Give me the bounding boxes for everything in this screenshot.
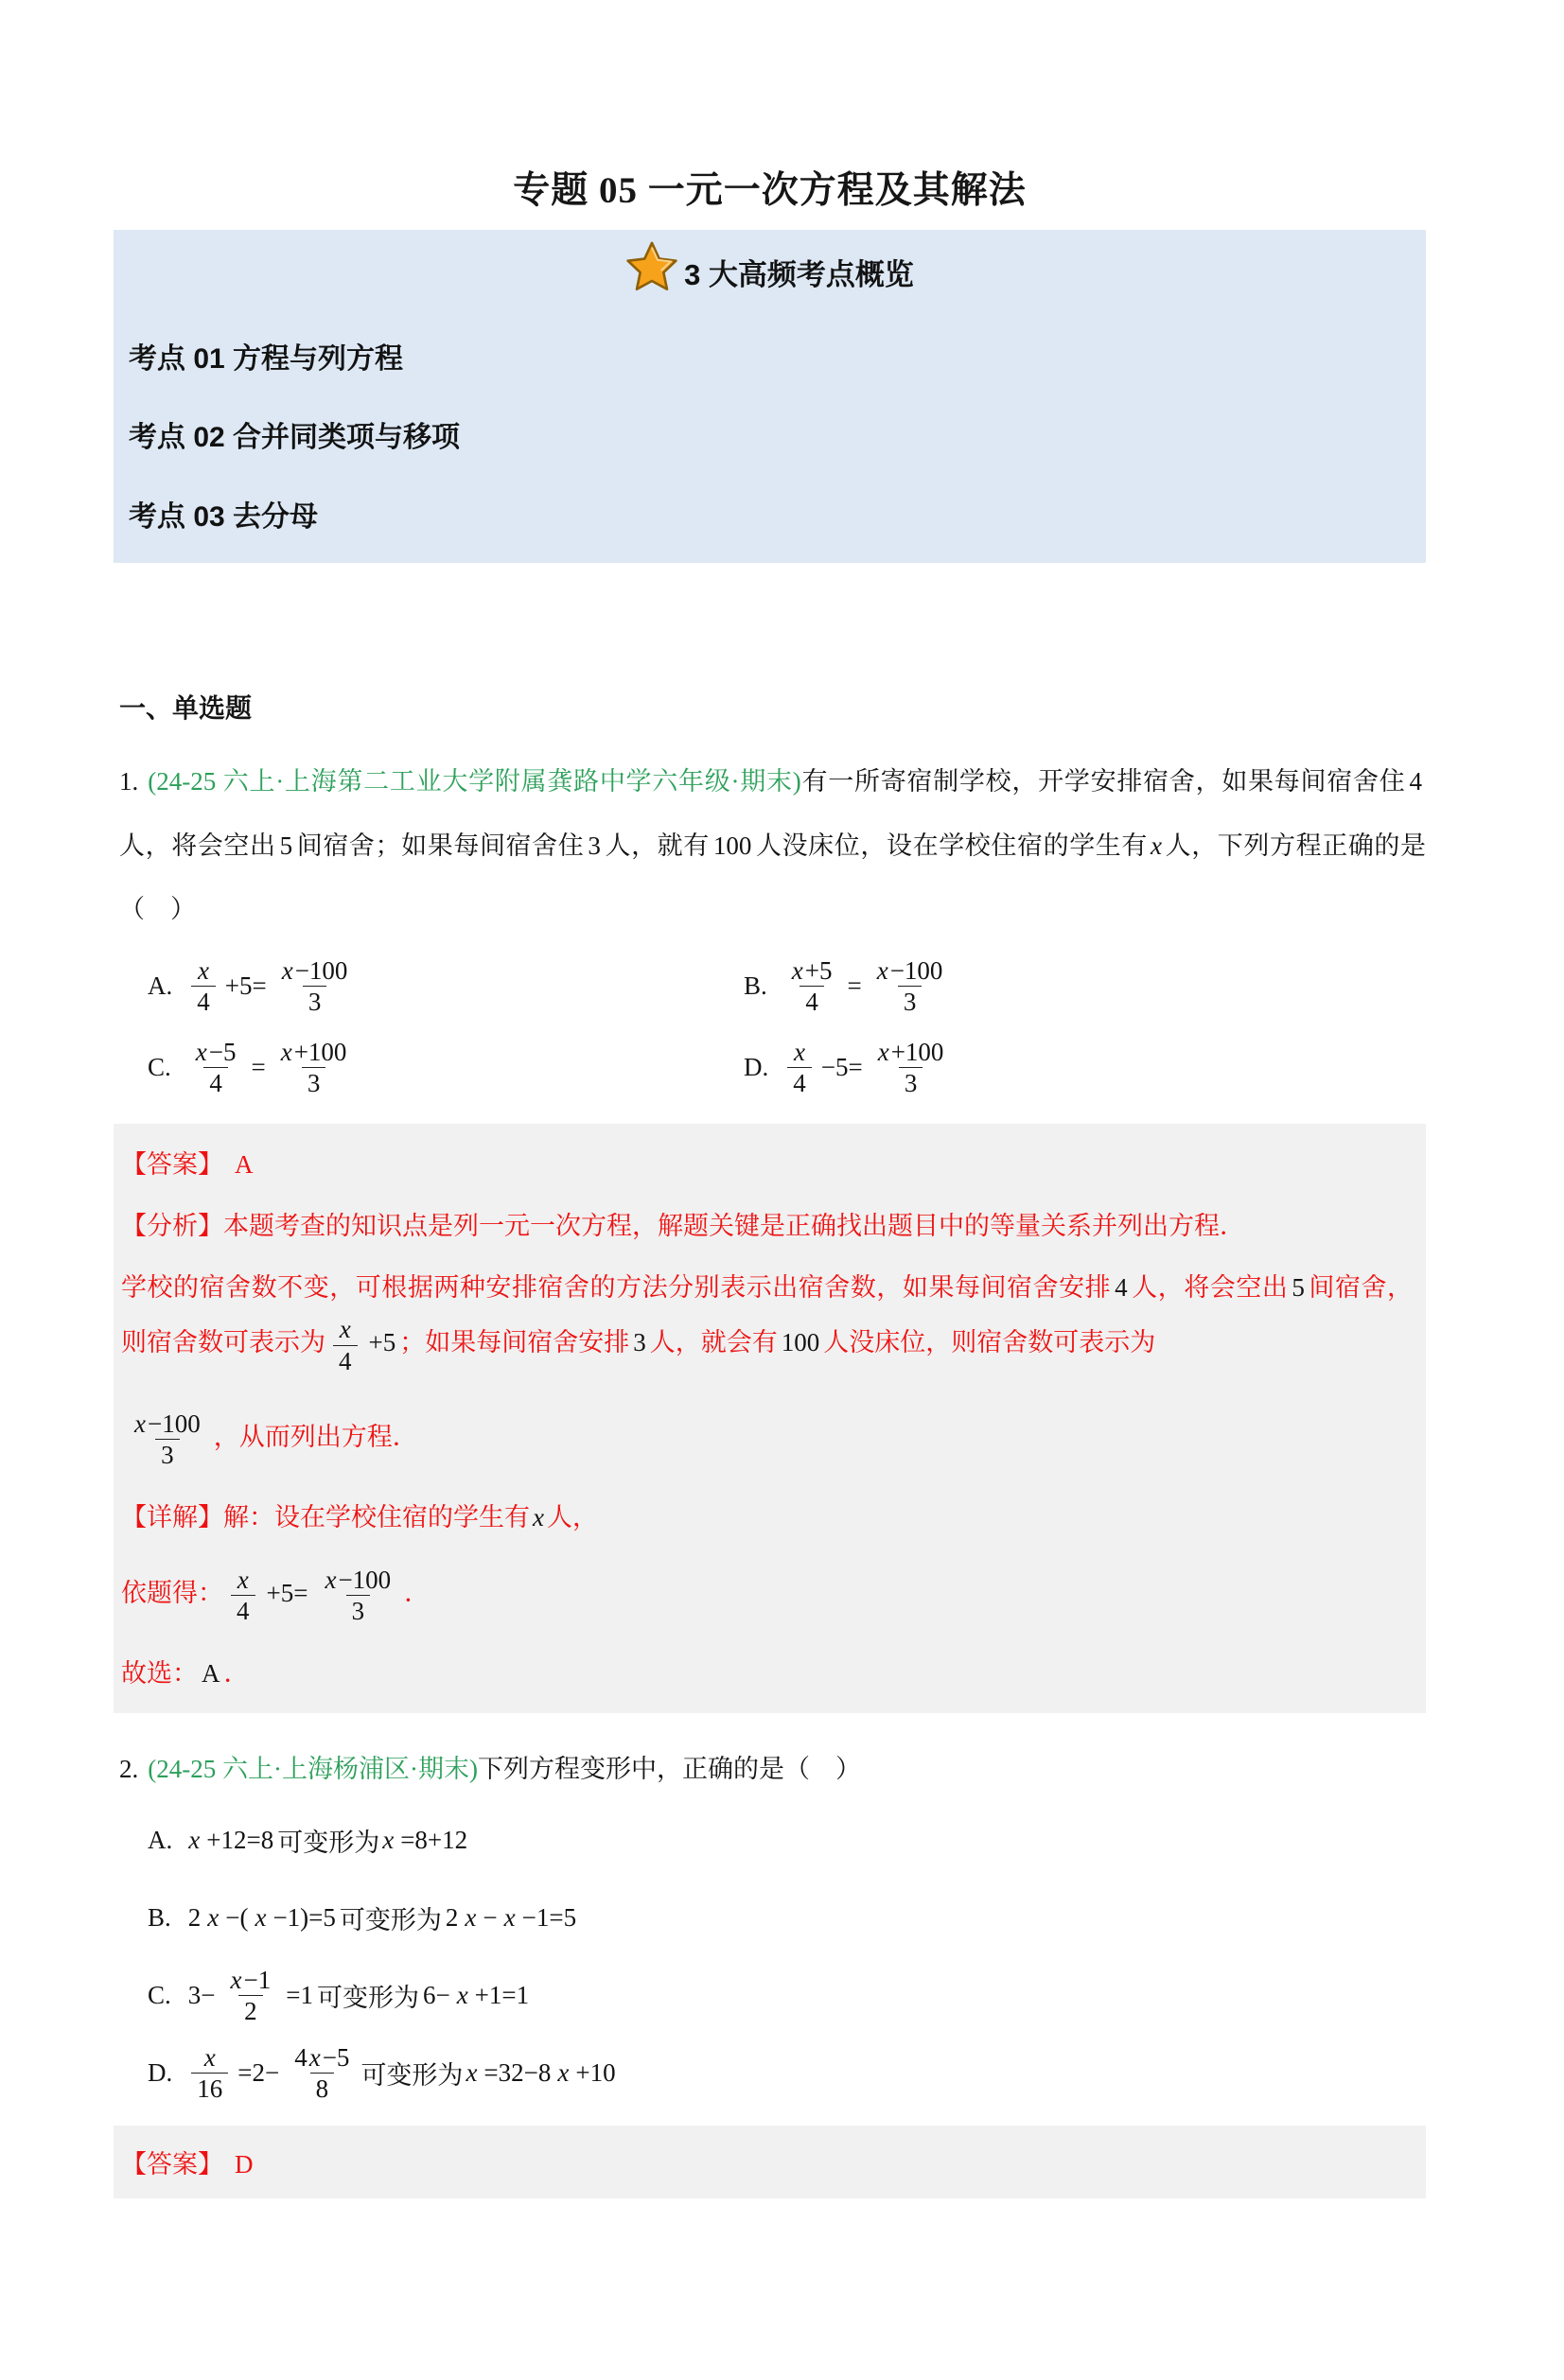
question-2-option-a (148, 1802, 1426, 1880)
overview-heading-label: 3 大高频考点概览 (684, 258, 914, 292)
question-2-number: 2. (119, 1755, 139, 1784)
page-title: 专题 05 一元一次方程及其解法 (513, 170, 1027, 211)
section-title: 一、单选题 (119, 693, 253, 724)
overview-panel (114, 230, 1426, 564)
question-1-number: 1. (119, 767, 139, 796)
option-label: D. (744, 1053, 769, 1082)
question-1-option-a (148, 946, 744, 1027)
option-label: B. (148, 1903, 171, 1933)
question-1-option-d (744, 1027, 1426, 1109)
worksheet-page (0, 168, 1564, 2198)
option-label: C. (148, 1981, 171, 2010)
star-icon (624, 239, 680, 294)
option-formula: $\frac{x+5}{4}$ = $\frac{x-100}{3}$ (791, 955, 943, 1017)
question-2-text: (24-25 六上·上海杨浦区·期末)下列方程变形中，正确的是（ ） (148, 1755, 861, 1784)
option-label: A. (148, 1826, 173, 1855)
analysis-line-3: $\frac{x-100}{3}$ ，从而列出方程． (134, 1409, 418, 1470)
question-2-stem (119, 1738, 1426, 1802)
answer-line (121, 1145, 1413, 1185)
option-formula: $\frac{x}{16}$ =2− $\frac{4x-5}{8}$ 可变形为 x =32−8 x +10 (185, 2042, 619, 2105)
exam-point-item-2: 考点 02 合并同类项与移项 (129, 422, 461, 454)
question-1-answer-panel (114, 1124, 1426, 1713)
question-1-option-c (148, 1027, 744, 1109)
detail-line-2: 依题得： $\frac{x}{4}$ +5= $\frac{x-100}{3}$ ． (121, 1566, 431, 1626)
option-formula: 2 x −( x −1)=5 可变形为 2 x − x −1=5 (187, 1903, 577, 1935)
overview-heading (123, 245, 1415, 300)
question-1-text: (24-25 六上·上海第二工业大学附属龚路中学六年级·期末)有一所寄宿制学校，开学安排宿舍，如果每间宿舍住 4人，将会空出 5 间宿舍；如果每间宿舍住 3 人，就有 100 人没床位，设在学校住宿的学生有 x 人，下列方程正确的是（ ） (119, 767, 1427, 924)
answer-label: 【答案】 (121, 2149, 223, 2179)
question-1-stem (119, 750, 1426, 942)
analysis-line-1: 【分析】本题考查的知识点是列一元一次方程，解题关键是正确找出题目中的等量关系并列出方程． (121, 1211, 1245, 1240)
option-formula: $\frac{x-5}{4}$ = $\frac{x+100}{3}$ (195, 1037, 347, 1098)
exam-point-item-3: 考点 03 去分母 (129, 500, 319, 533)
option-formula: $\frac{x}{4}$ −5= $\frac{x+100}{3}$ (782, 1037, 955, 1099)
question-2-option-c (148, 1957, 1426, 2035)
option-label: D. (148, 2058, 173, 2088)
option-formula: $\frac{x}{4}$ +5= $\frac{x-100}{3}$ (185, 955, 359, 1018)
question-2-answer-panel (114, 2126, 1426, 2198)
detail-line-3: 故选： A ． (121, 1658, 250, 1688)
question-2-option-b (148, 1880, 1426, 1957)
exam-point-item-1: 考点 01 方程与列方程 (129, 342, 404, 375)
option-label: A. (148, 971, 173, 1001)
question-2-options (148, 1802, 1426, 2112)
answer-line (121, 2144, 1413, 2185)
question-1-options (148, 946, 1426, 1109)
answer-value: D (235, 2149, 254, 2179)
question-1-option-b (744, 946, 1426, 1027)
analysis-line-2: 学校的宿舍数不变，可根据两种安排宿舍的方法分别表示出宿舍数，如果每间宿舍安排 4 人，将会空出 5 间宿舍，则宿舍数可表示为 $\frac{x}{4}$ +5 ；如果每间宿舍安排 3 人，就会有 100 人没床位，则宿舍数可表示为 (121, 1273, 1414, 1375)
option-formula: x +12=8 可变形为 x =8+12 (188, 1826, 468, 1858)
answer-value: A (235, 1149, 254, 1179)
answer-label: 【答案】 (121, 1149, 223, 1179)
option-label: C. (148, 1053, 171, 1082)
detail-line-1: 【详解】解：设在学校住宿的学生有 x 人， (121, 1502, 598, 1531)
option-formula: 3− $\frac{x-1}{2}$ =1 可变形为 6− x +1=1 (187, 1965, 530, 2026)
question-2-option-d (148, 2035, 1426, 2112)
option-label: B. (744, 971, 767, 1001)
